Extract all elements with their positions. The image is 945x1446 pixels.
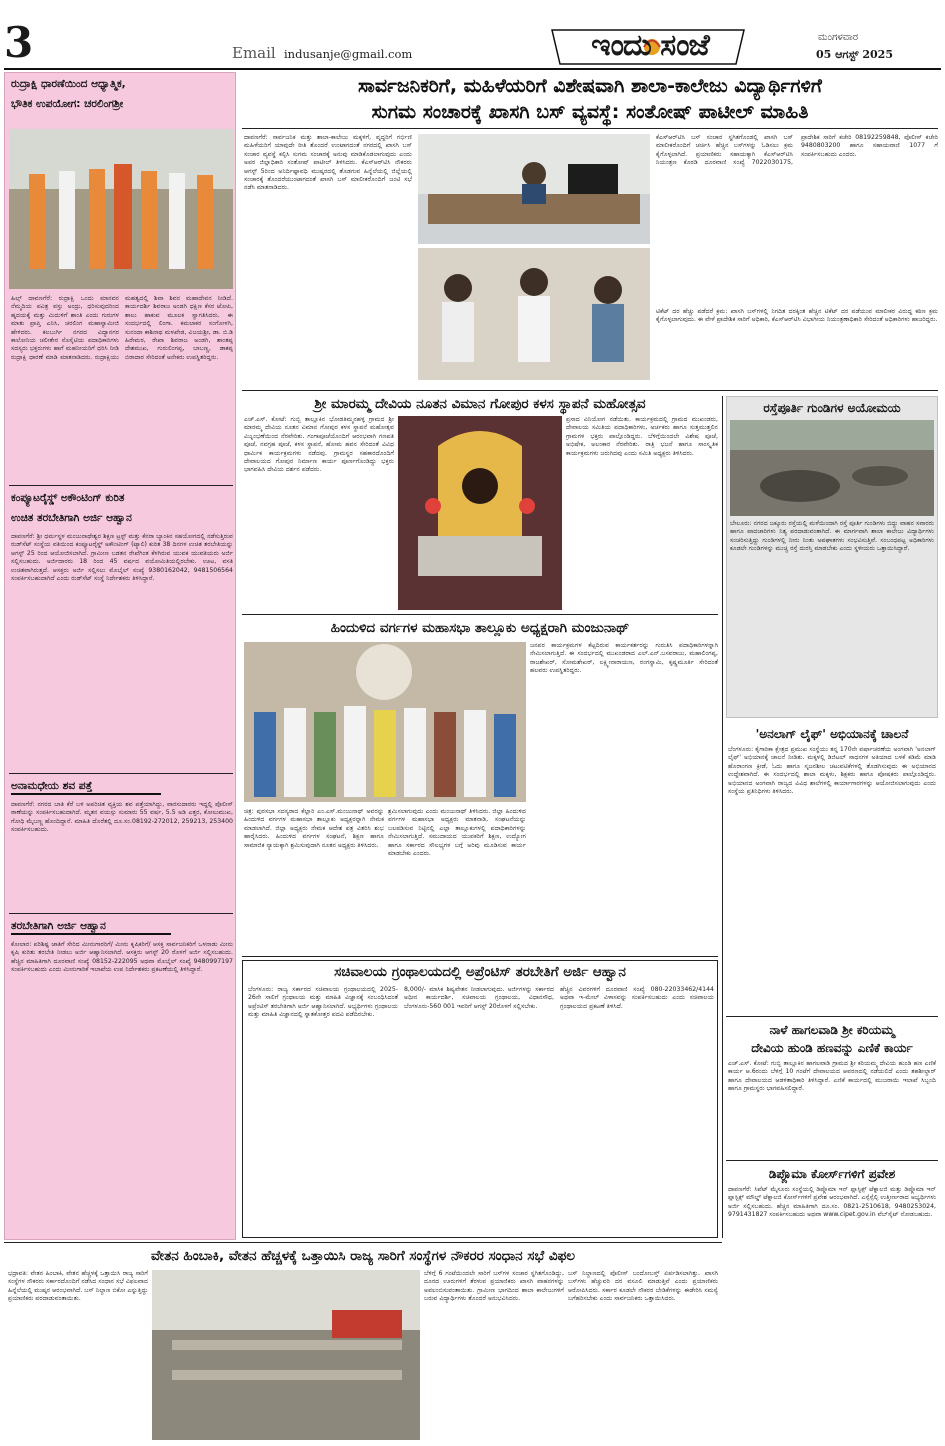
hindu-headline: ಹಿಂದುಳಿದ ವರ್ಗಗಳ ಮಹಾಸಭಾ ತಾಲ್ಲೂಕು ಅಧ್ಯಕ್ಷರಾಗಿ ಮಂಜುನಾಥ್ bbox=[330, 620, 630, 636]
separator bbox=[9, 773, 233, 774]
article-accounting-title-2: ಉಚಿತ ತರಬೇತಿಗಾಗಿ ಅರ್ಜಿ ಆಹ್ವಾನ bbox=[11, 512, 132, 524]
hindu-body-3: ಜನಪರ ಕಾರ್ಯಕ್ರಮಗಳ ಕೆಟ್ಟದಿರುವ ಕಾರ್ಯಕರ್ತರನ್ನು ಗುರುತಿಸಿ ಪದಾಧಿಕಾರಿಗಳನ್ನಾಗಿ ನೇಮಿಸಲಾಗುತ್ತಿದೆ. ಈ ಸಂದರ್ಭದಲ್ಲಿ ಮುಖಂಡರಾದ ಎಲ್.ಎನ್.ಬಸವರಾಜು, ಮಹಾಲಿಂಗಪ್ಪ, ರಾಜಶೇಖರ್, ಸೋಮಶೇಖರ್, ಲಕ್ಷ್ಮೀನಾರಾಯಣ, ರಂಗಸ್ವಾಮಿ, ಕೃಷ್ಣಮೂರ್ತಿ ಸೇರಿದಂತೆ ಹಲವರು ಉಪಸ್ಥಿತರಿದ್ದರು. bbox=[530, 642, 718, 675]
pothole-photo bbox=[730, 420, 934, 516]
deity-illustration bbox=[398, 416, 562, 610]
separator bbox=[9, 913, 233, 914]
header-date: 05 ಆಗಸ್ಟ್ 2025 bbox=[816, 48, 893, 61]
lead-body-right: ಕೆಎಸ್ಆರ್‌ಟಿಸಿ ಬಸ್ ಸಂಚಾರ ಸ್ಥಗಿತಗೊಂಡಲ್ಲಿ ಖಾಸಗಿ ಬಸ್ ಮಾಲೀಕರೊಂದಿಗೆ ಚರ್ಚಿಸಿ ಹೆಚ್ಚಿನ ಬಸ್‌ಗಳನ್ನು ಓಡಿಸಲು ಕ್ರಮ ಕೈಗೊಳ್ಳಲಾಗಿದೆ. ಪ್ರಯಾಣಿಕರು ಸಹಾಯಕ್ಕಾಗಿ ಕೆಎಸ್ಆರ್‌ಟಿಸಿ ನಿಯಂತ್ರಣ ಕೊಠಡಿ ದೂರವಾಣಿ ಸಂಖ್ಯೆ 7022030175, ಪ್ರಾದೇಶಿಕ ಸಾರಿಗೆ ಕಚೇರಿ 08192259848, ಪೊಲೀಸ್ ಕಚೇರಿ 9480803200 ಹಾಗೂ ಸಹಾಯವಾಣಿ 1077 ಗೆ ಸಂಪರ್ಕಿಸಬಹುದು ಎಂದರು. bbox=[656, 134, 938, 167]
separator bbox=[726, 1160, 938, 1161]
separator bbox=[726, 1016, 938, 1017]
library-body-3: ಹೆಚ್ಚಿನ ವಿವರಗಳಿಗೆ ದೂರವಾಣಿ ಸಂಖ್ಯೆ 080-22033462/4144 ಅಥವಾ ಇ-ಮೇಲ್ ವಿಳಾಸವನ್ನು ಸಂಪರ್ಕಿಸಬಹುದು ಎಂದು ಸಚಿವಾಲಯ ಗ್ರಂಥಾಲಯದ ಪ್ರಕಟಣೆ ತಿಳಿಸಿದೆ. bbox=[560, 986, 714, 1010]
hundi-headline-2: ದೇವಿಯ ಹುಂಡಿ ಹಣವನ್ನು ಎಣಿಕೆ ಕಾರ್ಯ bbox=[751, 1041, 913, 1055]
temple-body-left: ಎಚ್.ಎಸ್. ಕೋಟೆ: ಗುಬ್ಬಿ ತಾಲ್ಲೂಕಿನ ಭೋಡತಿಮ್ಮನಹಳ್ಳಿ ಗ್ರಾಮದ ಶ್ರೀ ಮಾರಮ್ಮ ದೇವಿಯ ನೂತನ ವಿಮಾನ ಗೋಪುರ ಕಳಸ ಸ್ಥಾಪನೆ ಮಹೋತ್ಸವ ವಿಜೃಂಭಣೆಯಿಂದ ನೆರವೇರಿತು. ಗಂಗಾಪೂಜೆಯೊಂದಿಗೆ ಆರಂಭವಾಗಿ ಗಣಪತಿ ಪೂಜೆ, ನವಗ್ರಹ ಪೂಜೆ, ಕಳಸ ಸ್ಥಾಪನೆ, ಹೋಮ ಹವನ ಸೇರಿದಂತೆ ವಿವಿಧ ಧಾರ್ಮಿಕ ಕಾರ್ಯಕ್ರಮಗಳು ನಡೆದವು. ಗ್ರಾಮಸ್ಥರ ಸಹಕಾರದೊಂದಿಗೆ ದೇವಾಲಯದ ಗೋಪುರ ನಿರ್ಮಾಣ ಕಾರ್ಯ ಪೂರ್ಣಗೊಂಡಿದ್ದು ಭಕ್ತರು ಭಾಗವಹಿಸಿ ದೇವಿಯ ದರ್ಶನ ಪಡೆದರು. bbox=[244, 416, 394, 474]
email-label: Email bbox=[232, 44, 276, 62]
article-accounting-body: ದಾವಣಗೆರೆ: ಶ್ರೀ ಧರ್ಮಸ್ಥಳ ಮಂಜುನಾಥೇಶ್ವರ ಶಿಕ್ಷಣ ಟ್ರಸ್ಟ್ ಮತ್ತು ಕೆನರಾ ಬ್ಯಾಂಕಿನ ಸಹಯೋಗದಲ್ಲಿ ನಡೆಸುತ್ತಿರುವ ರುಡ್‌ಸೆಟ್ ಸಂಸ್ಥೆಯ ವತಿಯಿಂದ ಕಂಪ್ಯೂಟರೈಸ್ಡ್ ಅಕೌಂಟಿಂಗ್ (ಟ್ಯಾಲಿ) ಕುರಿತ 38 ದಿನಗಳ ಉಚಿತ ತರಬೇತಿಯನ್ನು ಆಗಸ್ಟ್ 25 ರಿಂದ ಆಯೋಜಿಸಲಾಗಿದೆ. ಗ್ರಾಮೀಣ ಬಡತನ ರೇಖೆಗಿಂತ ಕೆಳಗಿರುವ ಯುವಕ ಯುವತಿಯರು ಅರ್ಜಿ ಸಲ್ಲಿಸಬಹುದು. ಅರ್ಜಿದಾರರು 18 ರಿಂದ 45 ವರ್ಷದ ವಯೋಮಿತಿಯಲ್ಲಿರಬೇಕು. ಊಟ, ವಸತಿ ಉಚಿತವಾಗಿರುತ್ತದೆ. ಆಸಕ್ತರು ಅರ್ಜಿ ಸಲ್ಲಿಸಲು ಮೊಬೈಲ್ ಸಂಖ್ಯೆ 9380162042, 9481506564 ಸಂಪರ್ಕಿಸಬಹುದಾಗಿದೆ ಎಂದು ರುಡ್‌ಸೆಟ್ ಸಂಸ್ಥೆ ನಿರ್ದೇಶಕರು ತಿಳಿಸಿದ್ದಾರೆ. bbox=[11, 533, 233, 583]
diploma-headline: ಡಿಪ್ಲೊಮಾ ಕೋರ್ಸ್‌ಗಳಿಗೆ ಪ್ರವೇಶ bbox=[768, 1167, 896, 1181]
group-illustration bbox=[244, 642, 526, 802]
masthead-title: ಇಂದು ಸಂಜೆ bbox=[591, 28, 709, 63]
group-photo-illustration bbox=[9, 129, 233, 289]
lead-meeting-photo bbox=[418, 134, 650, 244]
hindu-group-photo bbox=[244, 642, 526, 802]
officials-illustration bbox=[418, 248, 650, 380]
road-illustration bbox=[730, 420, 934, 516]
article-rudraksha-title-1: ರುದ್ರಾಕ್ಷಿ ಧಾರಣೆಯಿಂದ ಆಧ್ಯಾತ್ಮಿಕ, bbox=[11, 78, 126, 90]
separator bbox=[242, 128, 938, 129]
hundi-headline-1: ನಾಳೆ ಹಾಗಲವಾಡಿ ಶ್ರೀ ಕರಿಯಮ್ಮ bbox=[769, 1023, 895, 1037]
separator bbox=[242, 614, 718, 615]
article-training-body: ಕೋಲಾರ: ಪರಿಶಿಷ್ಟ ಜಾತಿಗೆ ಸೇರಿದ ಮೀನುಗಾರರಿಗೆ/ ಮೀನು ಕೃಷಿಕರಿಗೆ/ ಆಸಕ್ತ ಸಾರ್ವಜನಿಕರಿಗೆ ಒಳನಾಡು ಮೀನು ಕೃಷಿ ಕುರಿತು ತರಬೇತಿ ನೀಡಲು ಅರ್ಜಿ ಆಹ್ವಾನಿಸಲಾಗಿದೆ. ಆಸಕ್ತರು ಆಗಸ್ಟ್ 20 ರೊಳಗೆ ಅರ್ಜಿ ಸಲ್ಲಿಸಬಹುದು. ಹೆಚ್ಚಿನ ಮಾಹಿತಿಗಾಗಿ ದೂರವಾಣಿ ಸಂಖ್ಯೆ 08152-222095 ಅಥವಾ ಮೊಬೈಲ್ ಸಂಖ್ಯೆ 9480997197 ಸಂಪರ್ಕಿಸಬಹುದು ಎಂದು ಮೀನುಗಾರಿಕೆ ಇಲಾಖೆಯ ಉಪ ನಿರ್ದೇಶಕರು ಪ್ರಕಟಣೆಯಲ್ಲಿ ತಿಳಿಸಿದ್ದಾರೆ. bbox=[11, 941, 233, 974]
pothole-body: ಬೇಲೂರು: ನಗರದ ಜಕ್ಕೂರು ರಸ್ತೆಯಲ್ಲಿ ಮಳೆಯಿಂದಾಗಿ ರಸ್ತೆ ಪೂರ್ತಿ ಗುಂಡಿಗಳು ಬಿದ್ದು ವಾಹನ ಸವಾರರು ಹಾಗೂ ಪಾದಚಾರಿಗಳು ನಿತ್ಯ ಪರದಾಡುವಂತಾಗಿದೆ. ಈ ಮಾರ್ಗವಾಗಿ ಶಾಲಾ ಕಾಲೇಜು ವಿದ್ಯಾರ್ಥಿಗಳು ಸಂಚರಿಸುತ್ತಿದ್ದು ಗುಂಡಿಗಳಲ್ಲಿ ನೀರು ನಿಂತು ಅಪಘಾತಗಳು ಸಂಭವಿಸುತ್ತಿವೆ. ಸಂಬಂಧಪಟ್ಟ ಅಧಿಕಾರಿಗಳು ಕೂಡಲೇ ಗುಂಡಿಗಳನ್ನು ಮುಚ್ಚಿ ರಸ್ತೆ ದುರಸ್ತಿ ಮಾಡಬೇಕು ಎಂದು ಸ್ಥಳೀಯರು ಒತ್ತಾಯಿಸಿದ್ದಾರೆ. bbox=[730, 520, 934, 553]
salary-body-3: ಬಸ್ ನಿಲ್ದಾಣದಲ್ಲಿ ಪೊಲೀಸ್ ಬಂದೋಬಸ್ತ್ ಏರ್ಪಡಿಸಲಾಗಿತ್ತು. ಖಾಸಗಿ ಬಸ್‌ಗಳು ಹೆಚ್ಚುವರಿ ದರ ವಸೂಲಿ ಮಾಡುತ್ತಿವೆ ಎಂದು ಪ್ರಯಾಣಿಕರು ಆರೋಪಿಸಿದರು. ಸರ್ಕಾರ ಕೂಡಲೇ ನೌಕರರ ಬೇಡಿಕೆಗಳನ್ನು ಈಡೇರಿಸಿ ಸಮಸ್ಯೆ ಬಗೆಹರಿಸಬೇಕು ಎಂದು ಸಾರ್ವಜನಿಕರು ಒತ್ತಾಯಿಸಿದರು. bbox=[568, 1270, 718, 1303]
article-body-found-title: ಅನಾಮಧೇಯ ಶವ ಪತ್ತೆ bbox=[11, 779, 161, 795]
lead-headline-line-2: ಸುಗಮ ಸಂಚಾರಕ್ಕೆ ಖಾಸಗಿ ಬಸ್ ವ್ಯವಸ್ಥೆ: ಸಂತೋಷ್ ಪಾಟೀಲ್ ಮಾಹಿತಿ bbox=[371, 101, 809, 123]
article-rudraksha-title-2: ಭೌತಿಕ ಉಪಯೋಗ: ಚರಲಿಂಗಶ್ರೀ bbox=[11, 98, 124, 110]
left-column bbox=[4, 72, 236, 1240]
lead-headline-line-1: ಸಾರ್ವಜನಿಕರಿಗೆ, ಮಹಿಳೆಯರಿಗೆ ವಿಶೇಷವಾಗಿ ಶಾಲಾ-ಕಾಲೇಜು ವಿದ್ಯಾರ್ಥಿಗಳಿಗೆ bbox=[358, 75, 822, 97]
salary-headline: ವೇತನ ಹಿಂಬಾಕಿ, ವೇತನ ಹೆಚ್ಚಳಕ್ಕೆ ಒತ್ತಾಯಿಸಿ ರಾಜ್ಯ ಸಾರಿಗೆ ಸಂಸ್ಥೆಗಳ ನೌಕರರ ಸಂಧಾನ ಸಭೆ ವಿಫಲ bbox=[150, 1248, 576, 1264]
lead-body-extra: ಟಿಕೆಟ್ ದರ ಹೆಚ್ಚು ಪಡೆದರೆ ಕ್ರಮ: ಖಾಸಗಿ ಬಸ್‌ಗಳಲ್ಲಿ ನಿಗದಿತ ದರಕ್ಕಿಂತ ಹೆಚ್ಚಿನ ಟಿಕೆಟ್ ದರ ಪಡೆಯುವ ಮಾಲೀಕರ ವಿರುದ್ಧ ಕಠಿಣ ಕ್ರಮ ಕೈಗೊಳ್ಳಲಾಗುವುದು. ಈ ವೇಳೆ ಪ್ರಾದೇಶಿಕ ಸಾರಿಗೆ ಅಧಿಕಾರಿ, ಕೆಎಸ್ಆರ್‌ಟಿಸಿ ವಿಭಾಗೀಯ ನಿಯಂತ್ರಣಾಧಿಕಾರಿ ಸೇರಿದಂತೆ ಅಧಿಕಾರಿಗಳು ಹಾಜರಿದ್ದರು. bbox=[656, 308, 938, 324]
lead-body-left: ದಾವಣಗೆರೆ: ಸಾರ್ವಜನಿಕ ಮತ್ತು ಶಾಲಾ-ಕಾಲೇಜು ಮಕ್ಕಳಿಗೆ, ವೃದ್ಧರಿಗೆ ಗರ್ಭಿಣಿ ಮಹಿಳೆಯರಿಗೆ ಯಾವುದೇ ರೀತಿ ತೊಂದರೆ ಉಂಟಾಗದಂತೆ ನಗರದಲ್ಲಿ ಖಾಸಗಿ ಬಸ್ ಸಂಚಾರ ವ್ಯವಸ್ಥೆ ಕಲ್ಪಿಸಿ ಸುಗಮ ಸಂಚಾರಕ್ಕೆ ಅನುವು ಮಾಡಿಕೊಡಲಾಗುವುದು ಎಂದು ಅಪರ ಜಿಲ್ಲಾಧಿಕಾರಿ ಸಂತೋಷ್ ಪಾಟೀಲ್ ತಿಳಿಸಿದರು. ಕೆಎಸ್ಆರ್‌ಟಿಸಿ ನೌಕರರು ಆಗಸ್ಟ್ 5ರಿಂದ ಅನಿರ್ದಿಷ್ಟಾವಧಿ ಮುಷ್ಕರದಲ್ಲಿ ತೊಡಗುವ ಹಿನ್ನೆಲೆಯಲ್ಲಿ ಜಿಲ್ಲೆಯಲ್ಲಿ ಸಂಚಾರಕ್ಕೆ ತೊಂದರೆಯುಂಟಾಗದಂತೆ ಖಾಸಗಿ ಬಸ್ ಮಾಲೀಕರೊಂದಿಗೆ ಜಂಟಿ ಸಭೆ ನಡೆಸಿ ಮಾತನಾಡಿದರು. bbox=[244, 134, 412, 192]
page-number: 3 bbox=[4, 18, 34, 67]
article-training-title: ತರಬೇತಿಗಾಗಿ ಅರ್ಜಿ ಆಹ್ವಾನ bbox=[11, 919, 171, 935]
article-accounting-title-1: ಕಂಪ್ಯೂಟರೈಸ್ಡ್ ಅಕೌಂಟಿಂಗ್ ಕುರಿತ bbox=[11, 492, 125, 504]
rudraksha-photo bbox=[9, 129, 233, 289]
temple-deity-photo bbox=[398, 416, 562, 610]
masthead bbox=[548, 26, 748, 68]
temple-headline: ಶ್ರೀ ಮಾರಮ್ಮ ದೇವಿಯ ನೂತನ ವಿಮಾನ ಗೋಪುರ ಕಳಸ ಸ್ಥಾಪನೆ ಮಹೋತ್ಸವ bbox=[314, 396, 646, 412]
pothole-headline: ರಸ್ತೆಪೂರ್ತಿ ಗುಂಡಿಗಳ ಅಯೋಮಯ bbox=[763, 401, 901, 415]
bus-stand-photo bbox=[152, 1270, 420, 1440]
header-day: ಮಂಗಳವಾರ bbox=[818, 32, 859, 43]
hindu-body-1: ಚಿತ್ರ: ಪುರಸಭಾ ಸದಸ್ಯರಾದ ಕೆಲ್ಲಾರಿ ಎಂ.ಎಸ್.ಮಂಜುನಾಥ್ ಅವರನ್ನು ಹಿಂದುಳಿದ ವರ್ಗಗಳ ಮಹಾಸಭಾ ತಾಲ್ಲೂಕು ಅಧ್ಯಕ್ಷರನ್ನಾಗಿ ನೇಮಕ ಮಾಡಲಾಗಿದೆ. ಜಿಲ್ಲಾ ಅಧ್ಯಕ್ಷರು ನೇಮಕ ಆದೇಶ ಪತ್ರ ವಿತರಿಸಿ ಶುಭ ಹಾರೈಸಿದರು. ಹಿಂದುಳಿದ ವರ್ಗಗಳ ಸಂಘಟನೆ, ಶಿಕ್ಷಣ ಹಾಗೂ ಸಾಮಾಜಿಕ ನ್ಯಾಯಕ್ಕಾಗಿ ಶ್ರಮಿಸುವುದಾಗಿ ನೂತನ ಅಧ್ಯಕ್ಷರು ತಿಳಿಸಿದರು. bbox=[244, 808, 384, 849]
library-headline: ಸಚಿವಾಲಯ ಗ್ರಂಥಾಲಯದಲ್ಲಿ ಅಪ್ರೆಂಟಿಸ್ ತರಬೇತಿಗೆ ಅರ್ಜಿ ಆಹ್ವಾನ bbox=[334, 964, 626, 980]
analog-headline: 'ಅನಲಾಗ್ ಲೈಫ್' ಅಭಿಯಾನಕ್ಕೆ ಚಾಲನೆ bbox=[755, 727, 909, 741]
bus-stand-illustration bbox=[152, 1270, 420, 1440]
hundi-body: ಎಚ್.ಎಸ್. ಕೋಟೆ: ಗುಬ್ಬಿ ತಾಲ್ಲೂಕಿನ ಹಾಗಲವಾಡಿ ಗ್ರಾಮದ ಶ್ರೀ ಕರಿಯಮ್ಮ ದೇವಿಯ ಹುಂಡಿ ಹಣ ಎಣಿಕೆ ಕಾರ್ಯ ಆ.6ರಂದು ಬೆಳಿಗ್ಗೆ 10 ಗಂಟೆಗೆ ದೇವಾಲಯದ ಆವರಣದಲ್ಲಿ ನಡೆಯಲಿದೆ ಎಂದು ತಹಶೀಲ್ದಾರ್ ಹಾಗೂ ದೇವಾಲಯದ ಆಡಳಿತಾಧಿಕಾರಿ ತಿಳಿಸಿದ್ದಾರೆ. ಎಣಿಕೆ ಕಾರ್ಯದಲ್ಲಿ ಮುಜರಾಯಿ ಇಲಾಖೆ ಸಿಬ್ಬಂದಿ ಹಾಗೂ ಗ್ರಾಮಸ್ಥರು ಭಾಗವಹಿಸಲಿದ್ದಾರೆ. bbox=[728, 1060, 936, 1093]
library-body-2: 8,000/- ಮಾಸಿಕ ಶಿಷ್ಯವೇತನ ನೀಡಲಾಗುವುದು. ಅರ್ಜಿಗಳನ್ನು ಸರ್ಕಾರದ ಅಧೀನ ಕಾರ್ಯದರ್ಶಿ, ಸಚಿವಾಲಯ ಗ್ರಂಥಾಲಯ, ವಿಧಾನಸೌಧ, ಬೆಂಗಳೂರು-560 001 ಇವರಿಗೆ ಆಗಸ್ಟ್ 20ರೊಳಗೆ ಸಲ್ಲಿಸಬೇಕು. bbox=[404, 986, 554, 1010]
lead-officials-photo bbox=[418, 248, 650, 380]
analog-body: ಬೆಂಗಳೂರು: ಕೈಗಾರಿಕಾ ಕ್ಷೇತ್ರದ ಪ್ರಮುಖ ಸಂಸ್ಥೆಯು ತನ್ನ 170ನೇ ವರ್ಷಾಚರಣೆಯ ಅಂಗವಾಗಿ 'ಅನಲಾಗ್ ಲೈಫ್' ಅಭಿಯಾನಕ್ಕೆ ಚಾಲನೆ ನೀಡಿತು. ಮಕ್ಕಳಲ್ಲಿ ಡಿಜಿಟಲ್ ಸಾಧನಗಳ ಅತಿಯಾದ ಬಳಕೆ ಕಡಿಮೆ ಮಾಡಿ ಹೊರಾಂಗಣ ಕ್ರೀಡೆ, ಓದು ಹಾಗೂ ಸೃಜನಶೀಲ ಚಟುವಟಿಕೆಗಳಲ್ಲಿ ತೊಡಗಿಸುವುದು ಈ ಅಭಿಯಾನದ ಉದ್ದೇಶವಾಗಿದೆ. ಈ ಸಂದರ್ಭದಲ್ಲಿ ಶಾಲಾ ಮಕ್ಕಳು, ಶಿಕ್ಷಕರು ಹಾಗೂ ಪೋಷಕರು ಪಾಲ್ಗೊಂಡಿದ್ದರು. ಅಭಿಯಾನದ ಅಂಗವಾಗಿ ರಾಜ್ಯದ ವಿವಿಧ ಶಾಲೆಗಳಲ್ಲಿ ಕಾರ್ಯಾಗಾರಗಳನ್ನು ಆಯೋಜಿಸಲಾಗುವುದು ಎಂದು ಸಂಸ್ಥೆಯ ಪ್ರತಿನಿಧಿಗಳು ತಿಳಿಸಿದರು. bbox=[728, 746, 936, 796]
hindu-body-2: ಶ್ರಮಿಸಲಾಗುವುದು ಎಂದು ಮಂಜುನಾಥ್ ತಿಳಿಸಿದರು. ಜಿಲ್ಲಾ ಹಿಂದುಳಿದ ವರ್ಗಗಳ ಮಹಾಸಭಾ ಅಧ್ಯಕ್ಷರು ಮಾತನಾಡಿ, ಸಂಘಟನೆಯನ್ನು ಬಲಪಡಿಸುವ ನಿಟ್ಟಿನಲ್ಲಿ ಎಲ್ಲಾ ತಾಲ್ಲೂಕುಗಳಲ್ಲಿ ಪದಾಧಿಕಾರಿಗಳನ್ನು ನೇಮಿಸಲಾಗುತ್ತಿದೆ. ಸಮುದಾಯದ ಯುವಕರಿಗೆ ಶಿಕ್ಷಣ, ಉದ್ಯೋಗ ಹಾಗೂ ಸರ್ಕಾರದ ಸೌಲಭ್ಯಗಳ ಬಗ್ಗೆ ಅರಿವು ಮೂಡಿಸುವ ಕಾರ್ಯ ಮಾಡಬೇಕು ಎಂದರು. bbox=[388, 808, 526, 858]
article-body-found-body: ದಾವಣಗೆರೆ: ನಗರದ ಬಾತಿ ಕೆರೆ ಬಳಿ ಅಪರಿಚಿತ ವ್ಯಕ್ತಿಯ ಶವ ಪತ್ತೆಯಾಗಿದ್ದು, ವಾರಸುದಾರರು ಇದ್ದಲ್ಲಿ ಪೊಲೀಸ್ ಠಾಣೆಯನ್ನು ಸಂಪರ್ಕಿಸಬಹುದಾಗಿದೆ. ಮೃತನ ವಯಸ್ಸು ಸುಮಾರು 55 ವರ್ಷ, 5.5 ಅಡಿ ಎತ್ತರ, ಕೋಲುಮುಖ, ಗೋಧಿ ಮೈಬಣ್ಣ ಹೊಂದಿದ್ದಾನೆ. ಮಾಹಿತಿ ದೊರೆತಲ್ಲಿ ದೂ.ಸಂ.08192-272012, 259213, 253400 ಸಂಪರ್ಕಿಸಬಹುದು. bbox=[11, 801, 233, 834]
separator bbox=[722, 396, 723, 1238]
diploma-body: ದಾವಣಗೆರೆ: ಸಿಪೆಟ್ ಮೈಸೂರು ಸಂಸ್ಥೆಯಲ್ಲಿ ಡಿಪ್ಲೊಮಾ ಇನ್ ಪ್ಲಾಸ್ಟಿಕ್ಸ್ ಟೆಕ್ನಾಲಜಿ ಮತ್ತು ಡಿಪ್ಲೊಮಾ ಇನ್ ಪ್ಲಾಸ್ಟಿಕ್ಸ್ ಮೌಲ್ಡ್ ಟೆಕ್ನಾಲಜಿ ಕೋರ್ಸ್‌ಗಳಿಗೆ ಪ್ರವೇಶ ಆರಂಭವಾಗಿದೆ. ಎಸ್ಸೆಸ್ಸೆಲ್ಸಿ ಉತ್ತೀರ್ಣರಾದ ಅಭ್ಯರ್ಥಿಗಳು ಅರ್ಜಿ ಸಲ್ಲಿಸಬಹುದು. ಹೆಚ್ಚಿನ ಮಾಹಿತಿಗಾಗಿ ದೂ.ಸಂ. 0821-2510618, 9480253024, 9791431827 ಸಂಪರ್ಕಿಸಬಹುದು ಅಥವಾ www.cipet.gov.in ವೆಬ್‌ಸೈಟ್ ನೋಡಬಹುದು. bbox=[728, 1186, 936, 1219]
salary-body-2: ಬೆಳಿಗ್ಗೆ 6 ಗಂಟೆಯಿಂದಲೇ ಸಾರಿಗೆ ಬಸ್‌ಗಳ ಸಂಚಾರ ಸ್ಥಗಿತಗೊಂಡಿದ್ದು, ದೂರದ ಊರುಗಳಿಗೆ ತೆರಳುವ ಪ್ರಯಾಣಿಕರು ಖಾಸಗಿ ವಾಹನಗಳನ್ನು ಅವಲಂಬಿಸುವಂತಾಯಿತು. ಗ್ರಾಮೀಣ ಭಾಗದಿಂದ ಶಾಲಾ ಕಾಲೇಜುಗಳಿಗೆ ಬರುವ ವಿದ್ಯಾರ್ಥಿಗಳು ತೊಂದರೆ ಅನುಭವಿಸಿದರು. bbox=[424, 1270, 564, 1303]
article-rudraksha-body: ಹಿಲ್ಸ್ ದಾವಣಗೆರೆ: ರುದ್ರಾಕ್ಷಿ ಒಂದು ಮಾನವನ ನೆಮ್ಮದಿಯ ಪವಿತ್ರ ವಸ್ತು ಅಂದ್ರು, ಧರಿಸುವುದರಿಂದ ಹೃದಯಕ್ಕೆ ಮತ್ತು ಮಿದುಳಿಗೆ ಶಾಂತಿ ಎಂದು ಗುರುಗಳ ಮಾತು ಪ್ರಾಪ್ತಿ ಎನಿಸಿ, ಚರಲಿಂಗ ಮಹಾಸ್ವಾಮೀಜಿ ಹೇಳಿದರು. ಕಲಬುರ್ಗಿ ನಗರದ ವಿದ್ಯಾನಗರ ಕಾಲೋನಿಯ ಚಲೀತೇರ ಸೊಸೈಟಿಯ ಪದಾಧಿಕಾರಿಗಳು ಸದಸ್ಯರು ಭಕ್ತರುಗಳು ಹಾಗೆ ಮಹನೀಯರಿಗೆ ಧರಿಸಿ ನೀಡಿ ರುದ್ರಾಕ್ಷಿ ಧಾರಣೆ ಮಾಡಿ ಮಾತನಾಡಿದರು. ರುದ್ರಾಕ್ಷಿಯು ಮಹತ್ವದಲ್ಲಿ ಶಿವಾ ಶಿವನ ಮಹಾದೇವನ ನೀಡಿದೆ. ಕಾರ್ಯದರ್ಶಿ ಶಿವರಾಜ ಅಂಡಗಿ ಧಕ್ಷಿಣ ಕೆಸರ ಟೋಪಿ, ಶಾಲು ಹಾಕುವ ಮೂಲಕ ಸ್ವಾಗತಿಸಿದರು. ಈ ಸಂದರ್ಭದಲ್ಲಿ ಲಿಂಗಾ. ಕಮಲಾಕರ ಸಂಗೋಳಗಿ, ಸುನಂದಾ ಕಾಶಿನಾಥ ಮಳಖೇಡ, ವಿಜಯಶ್ರೀ, ಡಾ. ಬಿ.ಡಿ ಹಿರೇಮಠ, ರೇಖಾ ಶಿವರಾಜ ಅಂಡಗಿ, ಶಾಂತಪ್ಪ ದೇಶಮುಖ, ಗುರುಲಿಂಗಪ್ಪ, ಬಾಬಣ್ಣ, ಡಾಕಪ್ಪ ಬಿರಾದಾರ ಸೇರಿದಂತೆ ಅನೇಕರು ಉಪಸ್ಥಿತರಿದ್ದರು. bbox=[11, 295, 233, 361]
meeting-illustration bbox=[418, 134, 650, 244]
salary-body-1: ಭದ್ರಾವತಿ: ವೇತನ ಹಿಂಬಾಕಿ, ವೇತನ ಹೆಚ್ಚಳಕ್ಕೆ ಒತ್ತಾಯಿಸಿ ರಾಜ್ಯ ಸಾರಿಗೆ ಸಂಸ್ಥೆಗಳ ನೌಕರರು ಸರ್ಕಾರದೊಂದಿಗೆ ನಡೆಸಿದ ಸಂಧಾನ ಸಭೆ ವಿಫಲವಾದ ಹಿನ್ನೆಲೆಯಲ್ಲಿ ಮುಷ್ಕರ ಆರಂಭವಾಗಿದೆ. ಬಸ್ ನಿಲ್ದಾಣ ಬಿಕೋ ಎನ್ನುತ್ತಿದ್ದು ಪ್ರಯಾಣಿಕರು ಪರದಾಡುವಂತಾಯಿತು. bbox=[8, 1270, 148, 1303]
header-rule bbox=[4, 68, 941, 70]
separator bbox=[242, 390, 938, 391]
library-body-1: ಬೆಂಗಳೂರು: ರಾಜ್ಯ ಸರ್ಕಾರದ ಸಚಿವಾಲಯ ಗ್ರಂಥಾಲಯದಲ್ಲಿ 2025-26ನೇ ಸಾಲಿಗೆ ಗ್ರಂಥಾಲಯ ಮತ್ತು ಮಾಹಿತಿ ವಿಜ್ಞಾನಕ್ಕೆ ಸಂಬಂಧಿಸಿದಂತೆ ಅಪ್ರೆಂಟಿಸ್ ತರಬೇತಿಗಾಗಿ ಅರ್ಜಿ ಆಹ್ವಾನಿಸಲಾಗಿದೆ. ಅಭ್ಯರ್ಥಿಗಳು ಗ್ರಂಥಾಲಯ ಮತ್ತು ಮಾಹಿತಿ ವಿಜ್ಞಾನದಲ್ಲಿ ಸ್ನಾತಕೋತ್ತರ ಪದವಿ ಪಡೆದಿರಬೇಕು. bbox=[248, 986, 398, 1019]
temple-body-right: ಪ್ರಸಾದ ವಿನಿಯೋಗ ನಡೆಯಿತು. ಕಾರ್ಯಕ್ರಮದಲ್ಲಿ ಗ್ರಾಮದ ಮುಖಂಡರು, ದೇವಾಲಯ ಸಮಿತಿಯ ಪದಾಧಿಕಾರಿಗಳು, ಅರ್ಚಕರು ಹಾಗೂ ಸುತ್ತಮುತ್ತಲಿನ ಗ್ರಾಮಗಳ ಭಕ್ತರು ಪಾಲ್ಗೊಂಡಿದ್ದರು. ಬೆಳಿಗ್ಗೆಯಿಂದಲೇ ವಿಶೇಷ ಪೂಜೆ, ಅಭಿಷೇಕ, ಅಲಂಕಾರ ನೆರವೇರಿತು. ರಾತ್ರಿ ಭಜನೆ ಹಾಗೂ ಸಾಂಸ್ಕೃತಿಕ ಕಾರ್ಯಕ್ರಮಗಳು ಜರುಗಿದವು ಎಂದು ಸಮಿತಿ ಅಧ್ಯಕ್ಷರು ತಿಳಿಸಿದರು. bbox=[566, 416, 718, 457]
separator bbox=[4, 1242, 722, 1243]
separator bbox=[9, 485, 233, 486]
separator bbox=[242, 956, 718, 957]
email-address[interactable]: indusanje@gmail.com bbox=[284, 47, 413, 61]
